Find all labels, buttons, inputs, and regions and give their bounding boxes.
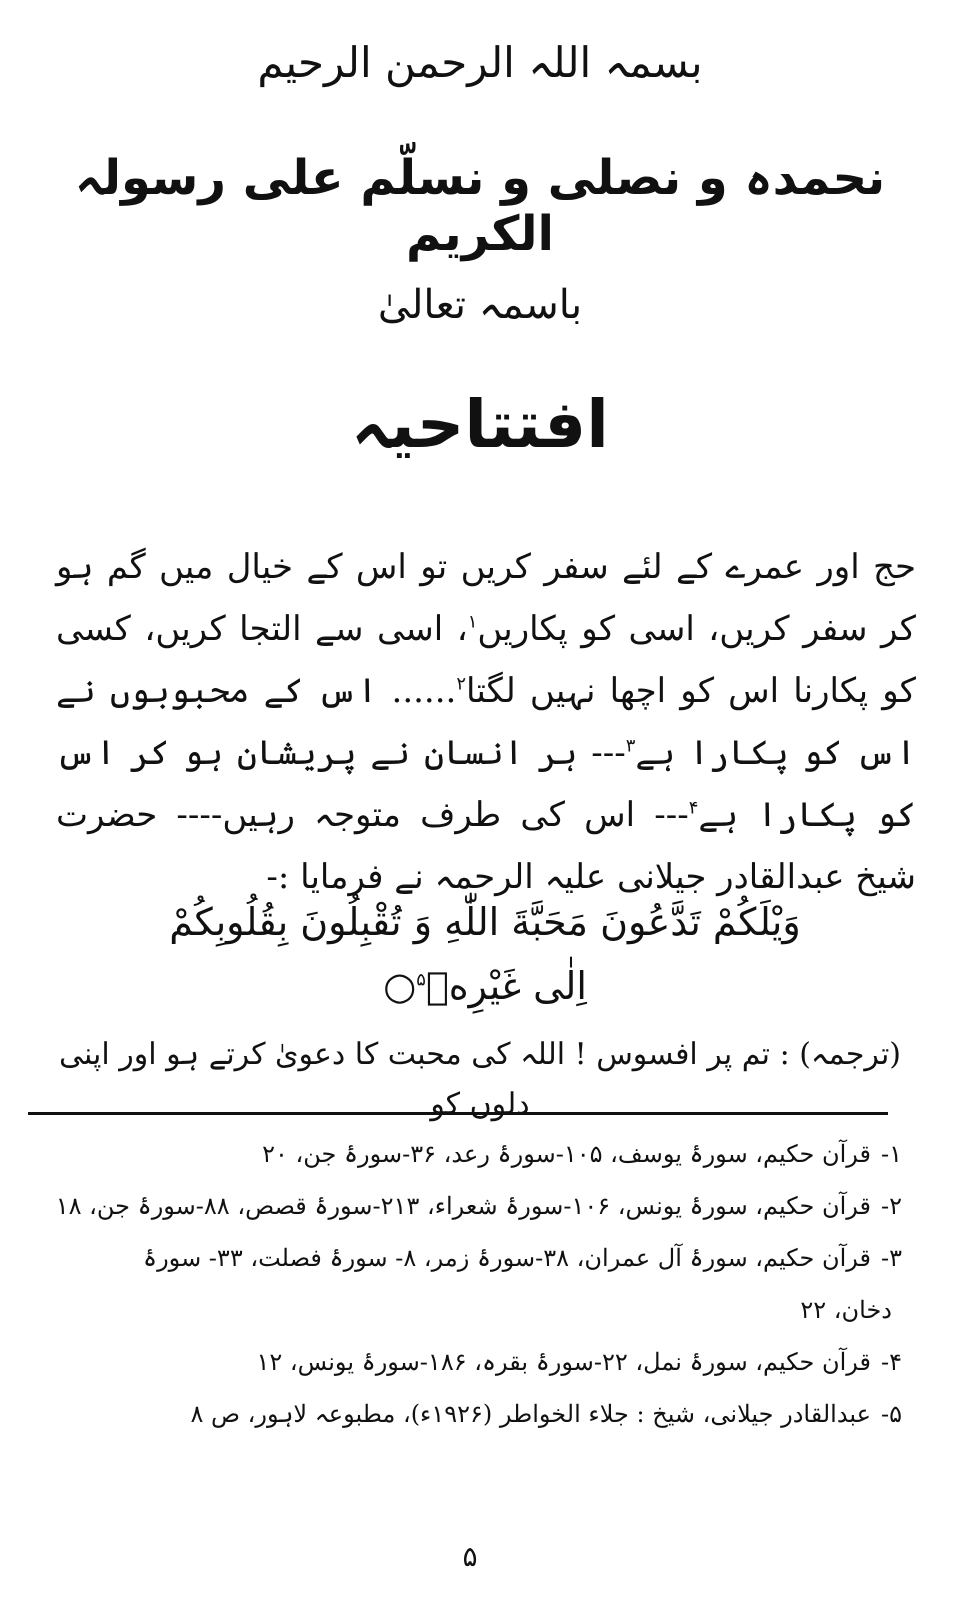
paragraph-text-3: ...... اس کے محبوبوں نے اس کو پکارا ہے: [56, 671, 916, 773]
bismihi-line: باسمہ تعالیٰ: [377, 282, 583, 328]
arabic-quote: [110, 890, 860, 1018]
footnote-item: ۵-عبدالقادر جیلانی، شیخ : جلاء الخواطر (۱۹۲۶ء)، مطبوعہ لاہور، ص ۸: [190, 1400, 902, 1428]
hamd-line: نحمدہ و نصلی و نسلّم علی رسولہ الکریم: [74, 150, 886, 262]
paragraph-text-5: --- اس کی طرف متوجہ رہیں---- حضرت شیخ عبدالقادر جیلانی علیہ الرحمہ نے فرمایا :-: [56, 795, 916, 897]
footnote-item: ۳-قرآن حکیم، سورۂ آل عمران، ۳۸-سورۂ زمر، ۸- سورۂ فصلت، ۳۳- سورۂ: [143, 1244, 902, 1272]
footnote-ref-3: ۳: [625, 735, 636, 757]
translation-line: (ترجمہ) : تم پر افسوس ! اللہ کی محبت کا دعویٰ کرتے ہو اور اپنی دلوں کو: [59, 1037, 901, 1122]
quote-line-1: وَيْلَكُمْ تَدَّعُونَ مَحَبَّةَ اللّٰهِ وَ تُقْبِلُونَ بِقُلُوبِكُمْ: [169, 900, 801, 944]
bismillah-line: بسمہ اللہ الرحمن الرحیم: [257, 38, 703, 87]
footnote-ref-2: ۲: [456, 673, 467, 695]
paragraph-text-4: --- ہر انسان نے پریشان ہو کر اس کو پکارا ہے: [56, 733, 916, 835]
footnote-ref-4: ۴: [688, 797, 699, 819]
footnote-separator: [28, 1112, 888, 1115]
footnote-item: ۲-قرآن حکیم، سورۂ یونس، ۱۰۶-سورۂ شعراء، ۲۱۳-سورۂ قصص، ۸۸-سورۂ جن، ۱۸: [55, 1192, 902, 1220]
quote-line-2: اِلٰى غَيْرِهٖ$^۵$○: [383, 964, 587, 1008]
footnotes: [22, 1128, 902, 1440]
footnote-item: ۴-قرآن حکیم، سورۂ نمل، ۲۲-سورۂ بقرہ، ۱۸۶-سورۂ یونس، ۱۲: [256, 1348, 902, 1376]
paragraph-text-1: حج اور عمرے کے لئے سفر کریں تو اس کے خیال میں گم ہو کر سفر کریں، اسی کو پکاریں: [56, 547, 916, 649]
footnote-item: دخان، ۲۲: [800, 1296, 892, 1324]
footnote-ref-5: ۵: [416, 969, 426, 991]
paragraph-text-2: ، اسی سے التجا کریں، کسی کو پکارنا اس کو اچھا نہیں لگتا: [56, 609, 916, 711]
page-number: ۵: [462, 1540, 478, 1573]
page-heading: افتتاحیہ: [351, 386, 609, 463]
footnote-ref-1: ۱: [467, 611, 478, 633]
footnote-item: ۱-قرآن حکیم، سورۂ یوسف، ۱۰۵-سورۂ رعد، ۳۶-سورۂ جن، ۲۰: [262, 1140, 902, 1168]
main-paragraph: [56, 536, 916, 908]
